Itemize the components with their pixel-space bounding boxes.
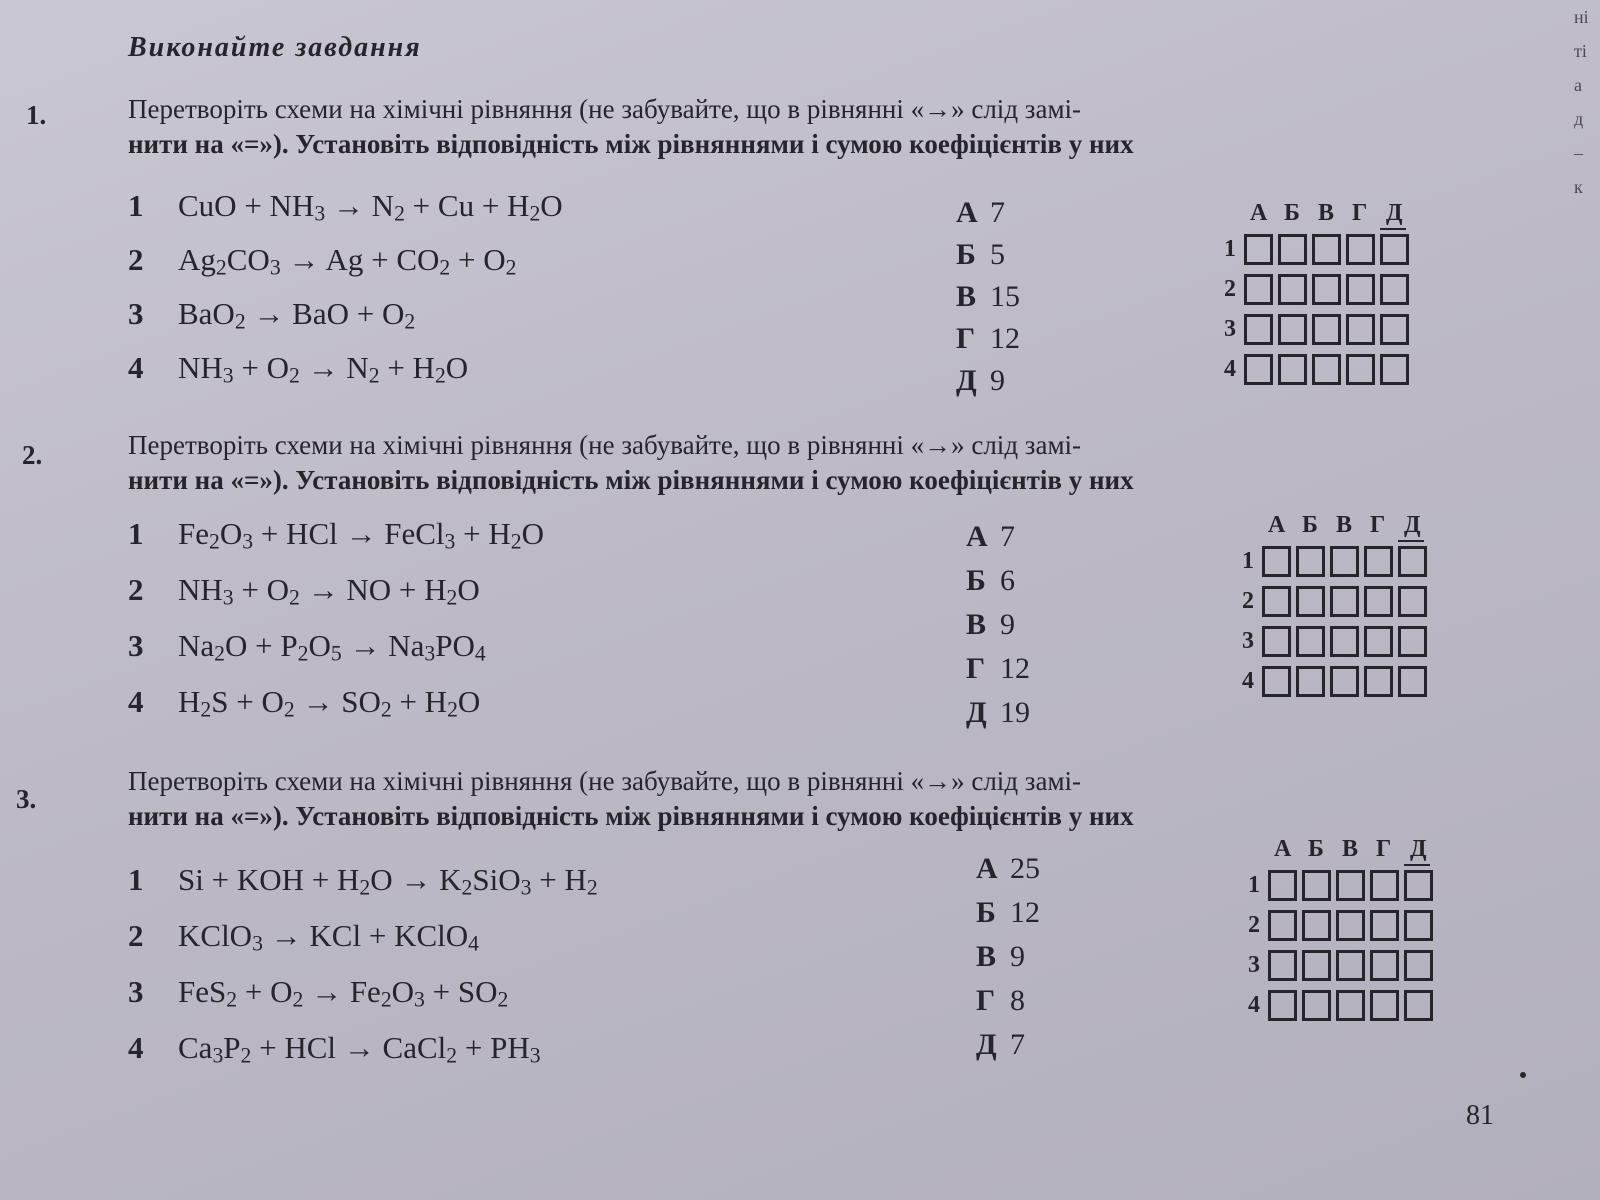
equation-text: NH (178, 350, 223, 385)
answer-checkbox[interactable] (1364, 626, 1393, 657)
task-1-option-e: Д 9 (956, 364, 1005, 397)
task-3-equation-1 (128, 862, 598, 900)
equation-text: + H (379, 350, 435, 385)
task-3-option-e: Д 7 (976, 1028, 1025, 1061)
equation-text: O (521, 516, 544, 551)
answer-checkbox[interactable] (1296, 546, 1325, 577)
equation-subscript: 2 (234, 309, 246, 334)
equation-text: O + P (225, 628, 298, 663)
grid-column-header: Б (1302, 512, 1318, 538)
equation-subscript: 2 (446, 585, 458, 610)
answer-checkbox[interactable] (1336, 910, 1365, 941)
equation-number: 1 (128, 188, 144, 223)
equation-subscript: 2 (505, 255, 517, 280)
task-3-instruction (128, 764, 1468, 834)
answer-checkbox[interactable] (1398, 626, 1427, 657)
equation-subscript: 3 (314, 201, 326, 226)
equation-text: O (540, 188, 563, 223)
task-2-equation-1 (128, 516, 544, 554)
grid-column-header: А (1250, 200, 1268, 226)
equation-subscript: 3 (222, 585, 234, 610)
answer-checkbox[interactable] (1268, 990, 1297, 1021)
task-2-option-a: А 7 (966, 520, 1015, 553)
grid-column-header: Б (1284, 200, 1300, 226)
equation-subscript: 3 (269, 255, 281, 280)
task-1-option-b: Б 5 (956, 238, 1005, 271)
equation-number: 3 (128, 296, 144, 331)
answer-checkbox[interactable] (1302, 910, 1331, 941)
answer-checkbox[interactable] (1262, 546, 1291, 577)
equation-subscript: 4 (474, 641, 486, 666)
answer-checkbox[interactable] (1364, 666, 1393, 697)
grid-row-label: 4 (1248, 992, 1260, 1018)
grid-row-label: 1 (1242, 548, 1254, 574)
equation-subscript: 3 (242, 529, 254, 554)
equation-number: 2 (128, 242, 144, 277)
answer-checkbox[interactable] (1262, 666, 1291, 697)
grid-header-underline (1380, 228, 1406, 230)
equation-subscript: 2 (380, 697, 392, 722)
equation-subscript: 2 (439, 255, 451, 280)
task-2-equation-4 (128, 684, 480, 722)
answer-checkbox[interactable] (1404, 950, 1433, 981)
answer-checkbox[interactable] (1330, 666, 1359, 697)
equation-subscript: 2 (380, 987, 392, 1012)
equation-number: 4 (128, 1030, 144, 1065)
answer-checkbox[interactable] (1244, 354, 1273, 385)
answer-checkbox[interactable] (1268, 870, 1297, 901)
task-1-equation-1 (128, 188, 563, 226)
equation-subscript: 2 (289, 363, 300, 388)
equation-subscript: 2 (368, 363, 380, 388)
grid-row-label: 4 (1242, 668, 1254, 694)
task-2-option-e: Д 19 (966, 696, 1030, 729)
equation-text: O (308, 628, 331, 663)
margin-letter: – (1574, 143, 1583, 163)
equation-subscript: 2 (297, 641, 309, 666)
task-1-answer-grid (1222, 200, 1452, 400)
task-2-equation-2 (128, 572, 480, 610)
answer-checkbox[interactable] (1312, 354, 1341, 385)
grid-row-label: 3 (1242, 628, 1254, 654)
task-3-option-c: В 9 (976, 940, 1025, 973)
task-1-instruction (128, 92, 1468, 162)
equation-subscript: 2 (283, 697, 295, 722)
equation-subscript: 2 (586, 875, 598, 900)
answer-checkbox[interactable] (1404, 910, 1433, 941)
equation-text: + O (233, 572, 289, 607)
answer-checkbox[interactable] (1336, 870, 1365, 901)
grid-row-label: 4 (1224, 356, 1236, 382)
equation-text: → N (299, 350, 369, 385)
margin-text (1574, 0, 1598, 204)
margin-letter: ті (1574, 41, 1587, 61)
answer-checkbox[interactable] (1404, 990, 1433, 1021)
task-3-equation-4 (128, 1030, 541, 1068)
equation-number: 3 (128, 974, 144, 1009)
equation-subscript: 2 (214, 641, 225, 666)
page-heading: Виконайте завдання (128, 32, 422, 63)
equation-subscript: 3 (222, 363, 234, 388)
grid-row-label: 2 (1242, 588, 1254, 614)
equation-subscript: 5 (330, 641, 342, 666)
equation-text: + H (455, 516, 511, 551)
task-3-option-b: Б 12 (976, 896, 1040, 929)
grid-column-header: Д (1410, 836, 1427, 862)
grid-column-header: А (1274, 836, 1292, 862)
equation-text: H (178, 684, 201, 719)
equation-subscript: 2 (226, 987, 238, 1012)
answer-checkbox[interactable] (1268, 950, 1297, 981)
answer-checkbox[interactable] (1296, 666, 1325, 697)
answer-checkbox[interactable] (1244, 234, 1273, 265)
answer-checkbox[interactable] (1346, 234, 1375, 265)
equation-number: 3 (128, 628, 144, 663)
task-2-number: 2. (22, 440, 43, 470)
equation-subscript: 2 (200, 697, 212, 722)
grid-column-header: Г (1376, 836, 1392, 862)
answer-checkbox[interactable] (1296, 586, 1325, 617)
answer-checkbox[interactable] (1278, 274, 1307, 305)
equation-number: 2 (128, 918, 144, 953)
equation-text: P (223, 1030, 241, 1065)
equation-text: SiO (472, 862, 521, 897)
answer-checkbox[interactable] (1244, 314, 1273, 345)
grid-column-header: Г (1370, 512, 1386, 538)
answer-checkbox[interactable] (1380, 274, 1409, 305)
task-1-instruction-line2: нити на «=»). Установіть відповідність між рівняннями і сумою коефіцієнтів у них (128, 129, 1134, 159)
answer-checkbox[interactable] (1370, 950, 1399, 981)
equation-text: + O (233, 350, 289, 385)
task-3-option-a: А 25 (976, 852, 1040, 885)
equation-text: O (457, 572, 480, 607)
grid-header-underline (1404, 864, 1430, 866)
grid-header-underline (1398, 540, 1424, 542)
answer-checkbox[interactable] (1330, 626, 1359, 657)
equation-text: + HCl → FeCl (253, 516, 445, 551)
answer-checkbox[interactable] (1302, 990, 1331, 1021)
answer-checkbox[interactable] (1278, 234, 1307, 265)
equation-text: BaO (178, 296, 235, 331)
equation-number: 2 (128, 572, 144, 607)
equation-text: + HCl → CaCl (251, 1030, 447, 1065)
equation-subscript: 2 (289, 585, 300, 610)
equation-text: O (391, 974, 415, 1009)
equation-text: FeS (178, 974, 227, 1009)
equation-number: 1 (128, 862, 144, 897)
grid-row-label: 3 (1248, 952, 1260, 978)
equation-text: → Fe (303, 974, 381, 1009)
equation-text: + PH (457, 1030, 530, 1065)
answer-checkbox[interactable] (1330, 546, 1359, 577)
equation-subscript: 3 (529, 1043, 541, 1068)
task-1-equation-2 (128, 242, 516, 280)
task-2-option-c: В 9 (966, 608, 1015, 641)
answer-checkbox[interactable] (1336, 990, 1365, 1021)
task-2-instruction (128, 428, 1468, 498)
grid-row-label: 1 (1224, 236, 1236, 262)
equation-number: 4 (128, 350, 144, 385)
grid-row-label: 1 (1248, 872, 1260, 898)
equation-subscript: 3 (444, 529, 456, 554)
grid-column-header: Д (1386, 200, 1403, 226)
answer-checkbox[interactable] (1346, 354, 1375, 385)
answer-checkbox[interactable] (1312, 314, 1341, 345)
answer-checkbox[interactable] (1380, 314, 1409, 345)
grid-column-header: Б (1308, 836, 1324, 862)
ink-dot (1520, 1072, 1526, 1078)
equation-subscript: 2 (404, 309, 416, 334)
equation-text: NH (178, 572, 223, 607)
equation-text: Na (178, 628, 215, 663)
equation-text: S + O (211, 684, 284, 719)
equation-text: KClO (178, 918, 253, 953)
task-3-option-d: Г 8 (976, 984, 1025, 1017)
equation-subscript: 2 (461, 875, 473, 900)
answer-checkbox[interactable] (1398, 666, 1427, 697)
answer-checkbox[interactable] (1278, 314, 1307, 345)
task-3-instruction-line1: Перетворіть схеми на хімічні рівняння (не забувайте, що в рівнянні «→» слід замі- (128, 766, 1082, 796)
answer-checkbox[interactable] (1380, 354, 1409, 385)
equation-number: 1 (128, 516, 144, 551)
margin-letter: д (1574, 109, 1584, 129)
task-3-answer-grid (1246, 836, 1476, 1046)
answer-checkbox[interactable] (1312, 234, 1341, 265)
equation-text: + SO (424, 974, 498, 1009)
grid-column-header: Г (1352, 200, 1368, 226)
equation-text: → KCl + KClO (262, 918, 469, 953)
equation-subscript: 3 (252, 931, 263, 956)
equation-text: → SO (294, 684, 381, 719)
answer-checkbox[interactable] (1380, 234, 1409, 265)
equation-subscript: 2 (497, 987, 509, 1012)
task-1-instruction-line1: Перетворіть схеми на хімічні рівняння (не забувайте, що в рівнянні «→» слід замі- (128, 94, 1082, 124)
task-1-option-d: Г 12 (956, 322, 1020, 355)
task-1-equation-4 (128, 350, 468, 388)
equation-subscript: 3 (520, 875, 532, 900)
answer-checkbox[interactable] (1346, 314, 1375, 345)
equation-text: + O (237, 974, 293, 1009)
equation-text: + H (531, 862, 587, 897)
task-1-equation-3 (128, 296, 415, 334)
page-number: 81 (1466, 1100, 1494, 1131)
answer-checkbox[interactable] (1278, 354, 1307, 385)
task-2-option-b: Б 6 (966, 564, 1015, 597)
equation-text: Fe (178, 516, 209, 551)
equation-subscript: 2 (529, 201, 541, 226)
equation-subscript: 3 (212, 1043, 224, 1068)
task-1-option-a: А 7 (956, 196, 1005, 229)
task-3-number: 3. (16, 784, 37, 814)
answer-checkbox[interactable] (1262, 586, 1291, 617)
grid-column-header: В (1318, 200, 1335, 226)
equation-text: O (457, 684, 481, 719)
equation-text: + Cu + H (404, 188, 530, 223)
grid-row-label: 2 (1224, 276, 1236, 302)
equation-subscript: 2 (215, 255, 227, 280)
equation-text: Ag (178, 242, 216, 277)
answer-checkbox[interactable] (1404, 870, 1433, 901)
answer-checkbox[interactable] (1302, 870, 1331, 901)
equation-text: → Ag + CO (280, 242, 440, 277)
equation-text: CO (226, 242, 270, 277)
task-2-option-d: Г 12 (966, 652, 1030, 685)
equation-subscript: 2 (447, 697, 458, 722)
answer-checkbox[interactable] (1370, 870, 1399, 901)
answer-checkbox[interactable] (1268, 910, 1297, 941)
equation-subscript: 2 (394, 201, 405, 226)
answer-checkbox[interactable] (1302, 950, 1331, 981)
task-2-instruction-line1: Перетворіть схеми на хімічні рівняння (не забувайте, що в рівнянні «→» слід замі- (128, 430, 1082, 460)
answer-checkbox[interactable] (1398, 546, 1427, 577)
equation-text: O → K (370, 862, 462, 897)
task-2-instruction-line2: нити на «=»). Установіть відповідність між рівняннями і сумою коефіцієнтів у них (128, 465, 1134, 495)
equation-text: Ca (178, 1030, 213, 1065)
equation-subscript: 3 (414, 987, 425, 1012)
answer-checkbox[interactable] (1364, 546, 1393, 577)
task-3-equation-3 (128, 974, 508, 1012)
grid-column-header: В (1336, 512, 1353, 538)
equation-subscript: 4 (468, 931, 479, 956)
equation-text: → BaO + O (245, 296, 405, 331)
task-1-number: 1. (26, 100, 47, 130)
equation-subscript: 2 (446, 1043, 458, 1068)
equation-subscript: 2 (434, 363, 446, 388)
equation-subscript: 2 (510, 529, 522, 554)
answer-checkbox[interactable] (1398, 586, 1427, 617)
equation-subscript: 3 (424, 641, 436, 666)
answer-checkbox[interactable] (1330, 586, 1359, 617)
task-3-instruction-line2: нити на «=»). Установіть відповідність між рівняннями і сумою коефіцієнтів у них (128, 801, 1134, 831)
task-3-equation-2 (128, 918, 479, 956)
answer-checkbox[interactable] (1312, 274, 1341, 305)
answer-checkbox[interactable] (1244, 274, 1273, 305)
task-1-option-c: В 15 (956, 280, 1020, 313)
answer-checkbox[interactable] (1262, 626, 1291, 657)
margin-letter: ні (1574, 7, 1589, 27)
margin-letter: а (1574, 75, 1582, 95)
equation-text: O (219, 516, 243, 551)
grid-column-header: В (1342, 836, 1359, 862)
answer-checkbox[interactable] (1346, 274, 1375, 305)
answer-checkbox[interactable] (1370, 910, 1399, 941)
equation-text: → Na (341, 628, 425, 663)
equation-text: + H (391, 684, 448, 719)
equation-number: 4 (128, 684, 144, 719)
margin-letter: к (1574, 177, 1583, 197)
equation-text: → NO + H (299, 572, 447, 607)
equation-subscript: 2 (209, 529, 220, 554)
grid-column-header: А (1268, 512, 1286, 538)
task-2-answer-grid (1240, 512, 1470, 718)
equation-text: + O (450, 242, 506, 277)
equation-text: Si + KOH + H (178, 862, 360, 897)
equation-text: PO (435, 628, 475, 663)
answer-checkbox[interactable] (1336, 950, 1365, 981)
equation-subscript: 2 (359, 875, 371, 900)
grid-column-header: Д (1404, 512, 1421, 538)
answer-checkbox[interactable] (1364, 586, 1393, 617)
equation-subscript: 2 (240, 1043, 252, 1068)
grid-row-label: 3 (1224, 316, 1236, 342)
equation-text: → N (325, 188, 395, 223)
task-2-equation-3 (128, 628, 486, 666)
equation-text: O (445, 350, 469, 385)
equation-text: CuO + NH (178, 188, 315, 223)
equation-subscript: 2 (292, 987, 304, 1012)
answer-checkbox[interactable] (1370, 990, 1399, 1021)
grid-row-label: 2 (1248, 912, 1260, 938)
answer-checkbox[interactable] (1296, 626, 1325, 657)
